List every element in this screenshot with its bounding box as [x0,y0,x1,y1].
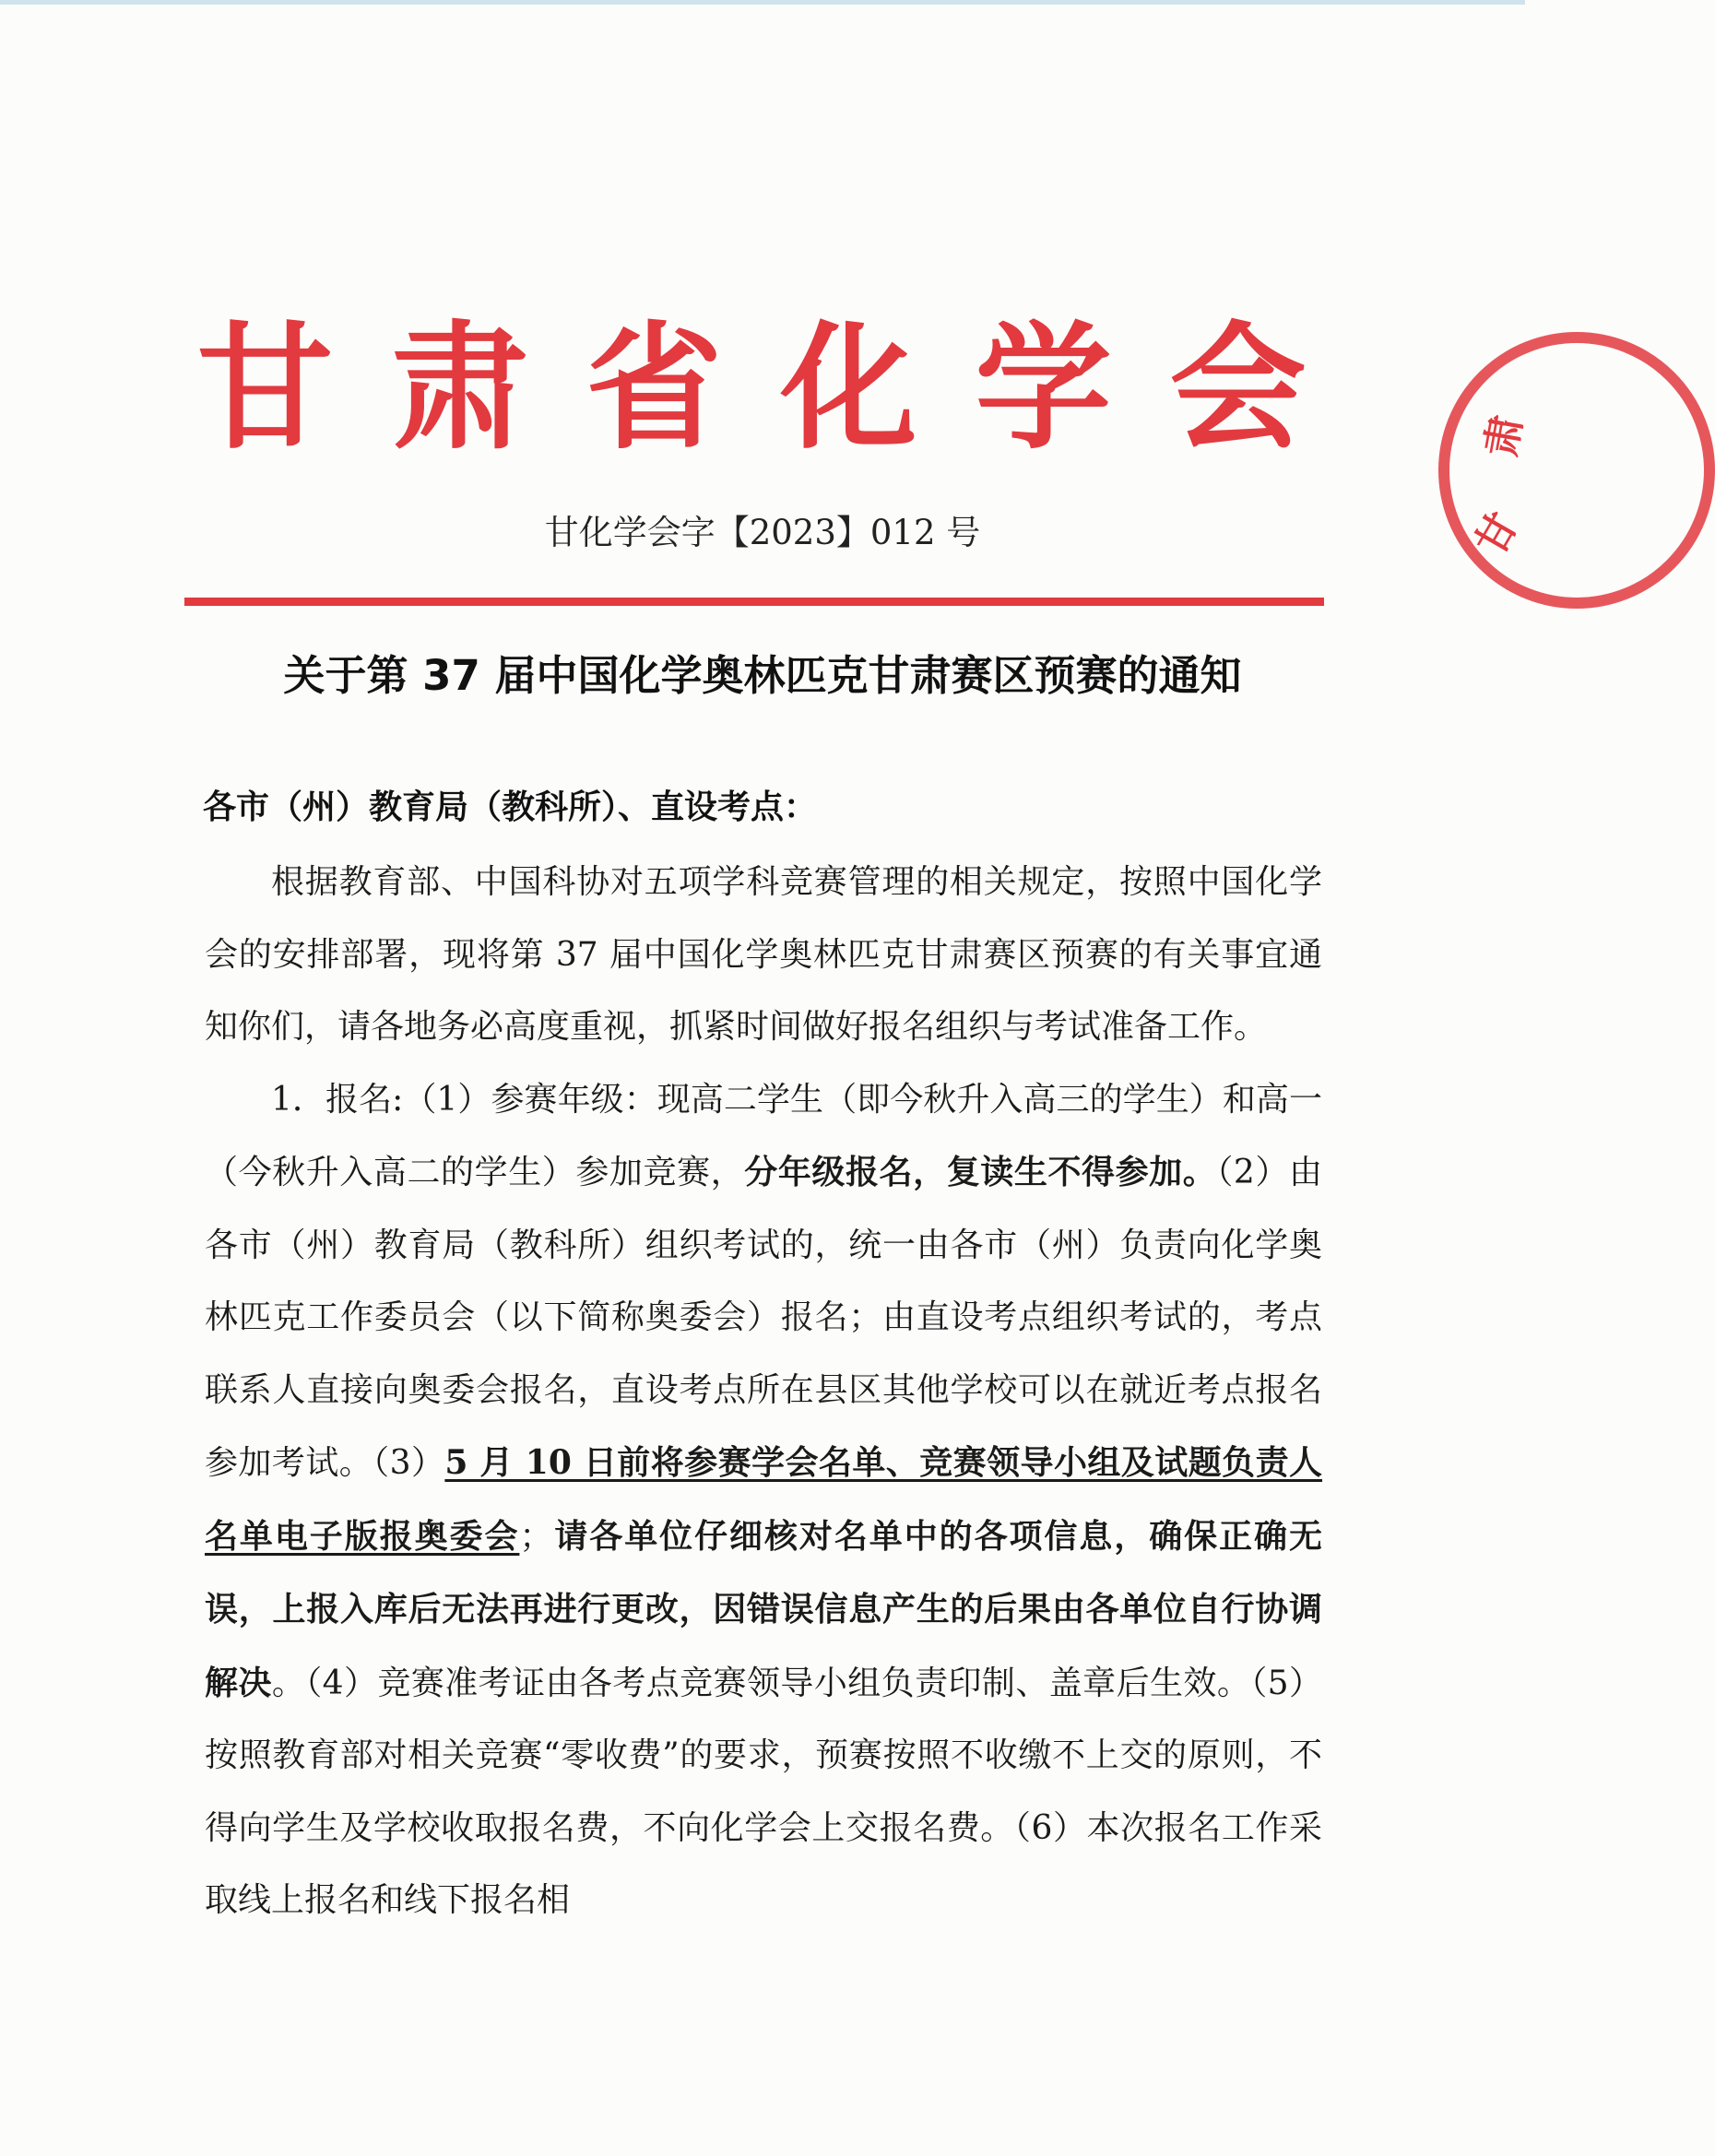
org-char: 会 [1169,309,1307,468]
underlined-run: 5 月 10 日前将参赛学会名单、竞赛领导小组及试题负责人名单电子版报奥委会 [205,1443,1323,1556]
bold-run: 分年级报名，复读生不得参加。 [744,1153,1217,1191]
seal-char: 肃 [1477,411,1532,460]
text-run: 。（4）竞赛准考证由各考点竞赛领导小组负责印制、盖章后生效。（5）按照教育部对相关竞赛“零收费”的要求，预赛按照不收缴不上交的原则，不得向学生及学校收取报名费，不向化学会上交报名费。（6）本次报名工作采取线上报名和线下报名相 [205,1664,1322,1919]
org-char: 省 [585,309,723,468]
org-name-header [184,310,1319,467]
notice-title: 关于第 37 届中国化学奥林匹克甘肃赛区预赛的通知 [283,651,1242,700]
salutation: 各市（州）教育局（教科所）、直设考点： [203,788,818,826]
org-char: 学 [975,309,1112,468]
seal-char: 甘 [1466,504,1528,564]
org-char: 肃 [391,309,528,468]
document-number: 甘化学会字【2023】012 号 [544,513,981,552]
scan-edge [0,0,1525,5]
bold-run: 请各单位仔细核对名单中的各项信息，确保正确无误，上报入库后无法再进行更改，因错误信息产生的后果由各单位自行协调解决 [205,1516,1322,1702]
text-run: ； [519,1517,553,1556]
text-run: 1．报名:（1）参赛年级：现高二学生（即今秋升入高三的学生）和高一（今秋升入高二的学生）参加竞赛， [205,1080,1322,1191]
text-run: （2）由各市（州）教育局（教科所）组织考试的，统一由各市（州）负责向化学奥林匹克工作委员会（以下简称奥委会）报名；由直设考点组织考试的，考点联系人直接向奥委会报名，直设考点所在县区其他学校可以在就近考点报名参加考试。（3） [205,1154,1322,1482]
paragraph-registration [205,1064,1322,1937]
official-seal [1438,332,1715,609]
paragraph-intro: 根据教育部、中国科协对五项学科竞赛管理的相关规定，按照中国化学会的安排部署，现将第 37 届中国化学奥林匹克甘肃赛区预赛的有关事宜通知你们，请各地务必高度重视，抓紧时间做好报名组织与考试准备工作。 [205,863,1322,1046]
org-char: 化 [780,309,917,468]
red-divider [184,598,1324,606]
org-char: 甘 [196,309,334,468]
body-text [205,847,1322,1937]
